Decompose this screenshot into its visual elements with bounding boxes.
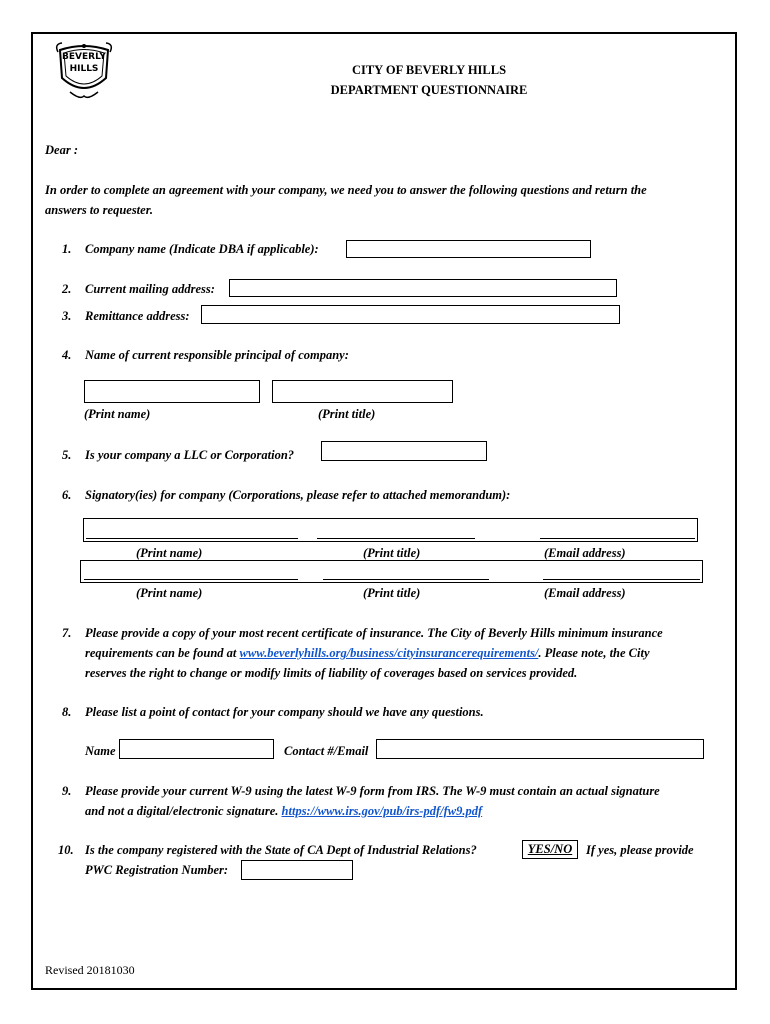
q10-line2: PWC Registration Number: [85,863,229,877]
company-name-field[interactable] [346,240,591,258]
q7-number: 7. [62,626,72,640]
logo-line1: BEVERLY [62,52,106,62]
signatory1-name-line [86,538,298,539]
q1-label: Company name (Indicate DBA if applicable): [85,242,319,256]
q10-after: If yes, please provide [586,843,694,857]
intro-line2: answers to requester. [45,203,154,217]
city-logo [50,40,118,104]
remittance-address-field[interactable] [201,305,620,324]
signatory2-title-line [323,579,489,580]
q3-number: 3. [62,309,72,323]
header-city: CITY OF BEVERLY HILLS [351,63,507,77]
q6-caption-title-1: (Print title) [363,546,421,560]
q7-line2-prefix: requirements can be found at [85,646,240,660]
contact-name-field[interactable] [119,739,274,759]
q7-line1: Please provide a copy of your most recent certificate of insurance. The City of Beverly Hills minimum insurance [85,626,663,640]
q9-line2-prefix: and not a digital/electronic signature. [85,804,282,818]
q4-caption-title: (Print title) [318,407,376,421]
signatory2-email-line [543,579,700,580]
q7-line2-suffix: . Please note, the City [538,646,650,660]
signatory2-name-line [84,579,298,580]
q1-number: 1. [62,242,72,256]
logo-line2: HILLS [69,64,99,74]
q5-number: 5. [62,448,72,462]
yes-no-field[interactable]: YES/NO [522,840,578,859]
signatory1-title-line [317,538,475,539]
q9-line1: Please provide your current W-9 using the latest W-9 form from IRS. The W-9 must contain an actual signature [85,784,660,798]
q9-number: 9. [62,784,72,798]
header-title: DEPARTMENT QUESTIONNAIRE [330,83,528,97]
revision-date: Revised 20181030 [45,963,135,977]
q6-caption-email-1: (Email address) [544,546,626,560]
contact-email-label: Contact #/Email [284,744,369,758]
contact-name-label: Name [85,744,116,758]
q8-number: 8. [62,705,72,719]
q7-line2 [85,646,650,661]
q2-number: 2. [62,282,72,296]
pwc-registration-field[interactable] [241,860,353,880]
q6-caption-name-1: (Print name) [136,546,203,560]
q9-line2 [85,804,482,819]
q4-number: 4. [62,348,72,362]
intro-line1: In order to complete an agreement with your company, we need you to answer the following questions and return the [45,183,647,197]
q4-label: Name of current responsible principal of company: [85,348,349,362]
q10-number: 10. [58,843,74,857]
w9-form-link[interactable]: https://www.irs.gov/pub/irs-pdf/fw9.pdf [281,804,483,818]
q6-number: 6. [62,488,72,502]
q3-label: Remittance address: [85,309,190,323]
q6-caption-email-2: (Email address) [544,586,626,600]
q5-label: Is your company a LLC or Corporation? [85,448,295,462]
q2-label: Current mailing address: [85,282,215,296]
salutation: Dear : [45,143,78,157]
mailing-address-field[interactable] [229,279,617,297]
q4-caption-name: (Print name) [84,407,151,421]
q10-label: Is the company registered with the State of CA Dept of Industrial Relations? [85,843,477,857]
entity-type-field[interactable] [321,441,487,461]
q6-caption-title-2: (Print title) [363,586,421,600]
q7-line3: reserves the right to change or modify limits of liability of coverages based on services provided. [85,666,578,680]
principal-title-field[interactable] [272,380,453,403]
q6-label: Signatory(ies) for company (Corporations, please refer to attached memorandum): [85,488,511,502]
contact-email-field[interactable] [376,739,704,759]
signatory1-email-line [540,538,695,539]
insurance-requirements-link[interactable]: www.beverlyhills.org/business/cityinsurancerequirements/ [239,646,539,660]
q6-caption-name-2: (Print name) [136,586,203,600]
q8-label: Please list a point of contact for your company should we have any questions. [85,705,484,719]
principal-name-field[interactable] [84,380,260,403]
